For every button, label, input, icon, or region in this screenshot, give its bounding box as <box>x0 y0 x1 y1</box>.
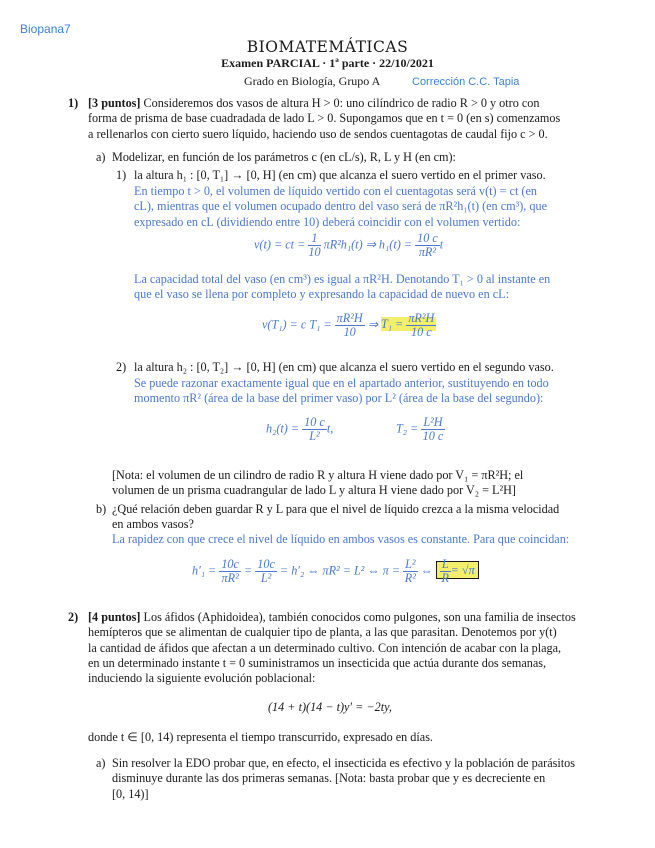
q1-nota: [Nota: el volumen de un cilindro de radio R y altura H viene dado por V₁ = πR²H; el volumen de un prisma cuadrangular de lado L y altura H viene dado por V₂ = L²H] <box>112 468 524 498</box>
equation-relation: h′₁ = $\frac{10c}{\text{πR²}}$ = $\frac{10c}{\text{L²}}$ = h′₂ ⇔ πR² = L² ⇔ π = $\frac{\text{L²}}{\text{R²}}$ ⇔ $\frac{L}{R}$ = √π <box>192 558 479 585</box>
t1-highlight: T₁ = $\frac{\text{πR²H}}{10 c}$ <box>380 311 435 339</box>
brand-label: Biopana7 <box>20 22 71 36</box>
page-title: BIOMATEMÁTICAS <box>246 38 409 56</box>
q1a1-solution-2: La capacidad total del vaso (en cm³) es igual a πR²H. Denotando T₁ > 0 al instante en que el vaso se llena por completo y expresando la capacidad de nuevo en cL: <box>134 272 551 302</box>
q2-equation: (14 + t)(14 − t)y′ = −2ty, <box>268 700 392 714</box>
q2a-label: a) <box>96 756 106 770</box>
q1b-solution: La rapidez con que crece el nivel de líquido en ambos vasos es constante. Para que coincidan: <box>112 532 570 546</box>
q1b-label: b) <box>96 502 107 516</box>
equation-h1: v(t) = ct = $\frac{1}{10}$ πR²h₁(t) ⇒ h₁(t) = $\frac{10 c}{\text{πR²}}$ t <box>254 231 444 259</box>
q1-line-2: forma de prisma de base cuadradada de lado L > 0. Supongamos que en t = 0 (en s) comenzamos <box>88 111 561 126</box>
q2-donde: donde t ∈ [0, 14) representa el tiempo transcurrido, expresado en días. <box>88 730 433 744</box>
q2-points: [4 puntos] <box>88 610 141 624</box>
q1a2-solution: Se puede razonar exactamente igual que en el apartado anterior, sustituyendo en todo momento πR² (área de la base del primer vaso) por L² (área de la base del segundo): <box>134 376 549 406</box>
q1a1-text: la altura h₁ : [0, T₁] → [0, H] (en cm) que alcanza el suero vertido en el primer vaso. <box>134 168 546 182</box>
correccion-label: Corrección C.C. Tapia <box>412 76 520 88</box>
q1-points: [3 puntos] <box>88 96 141 110</box>
equation-t1: v(T₁) = c T₁ = $\frac{\text{πR²H}}{10}$ ⇒ T₁ = $\frac{\text{πR²H}}{10 c}$ <box>262 311 435 339</box>
q1a2-text: la altura h₂ : [0, T₂] → [0, H] (en cm) que alcanza el suero vertido en el segundo vaso. <box>134 360 554 374</box>
q1-statement <box>88 96 608 142</box>
q1a-text: Modelizar, en función de los parámetros c (en cL/s), R, L y H (en cm): <box>112 150 456 164</box>
exam-line: Examen PARCIAL · 1ª parte · 22/10/2021 <box>221 56 434 70</box>
q1a1-label: 1) <box>116 168 127 182</box>
q1a2-label: 2) <box>116 360 127 374</box>
q2-statement: [4 puntos] Los áfidos (Aphidoidea), también conocidos como pulgones, son una familia de insectos hemípteros que se alimentan de cualquier tipo de planta, a las que parasitan. Denotemos por y(t) la cantidad de áfidos que afectan a un determinado cultivo. Con intención de acabar con la plaga, en un determinado instante t = 0 suministramos un insecticida que actúa durante dos semanas, induciendo la siguiente evolución poblacional: <box>88 610 576 686</box>
q1a1-solution: En tiempo t > 0, el volumen de líquido vertido con el cuentagotas será v(t) = ct (en cL), mientras que el volumen ocupado dentro del vaso será de πR²h₁(t) (en cm³), que expresado en cL (dividiendo entre 10) deberá coincidir con el volumen vertido: <box>134 184 547 229</box>
q2a-text: Sin resolver la EDO probar que, en efecto, el insecticida es efectivo y la población de parásitos disminuye durante las dos primeras semanas. [Nota: basta probar que y es decreciente en [0, 14)] <box>112 756 575 801</box>
q1-number: 1) <box>68 96 79 110</box>
q1-line-3: a rellenarlos con cierto suero líquido, haciendo uso de sendos cuentagotas de caudal fijo c > 0. <box>88 126 548 141</box>
q1b-text: ¿Qué relación deben guardar R y L para que el nivel de líquido crezca a la misma velocidad en ambos vasos? <box>112 502 560 532</box>
q1a-label: a) <box>96 150 106 164</box>
grado-line: Grado en Biología, Grupo A <box>244 74 381 88</box>
equation-h2: h₂(t) = $\frac{10 c}{\text{L²}}$ t, <box>266 415 334 443</box>
q1-line-1: Consideremos dos vasos de altura H > 0: uno cilíndrico de radio R > 0 y otro con <box>143 96 540 110</box>
q2-number: 2) <box>68 610 79 624</box>
result-box: $\frac{L}{R}$ = √π <box>436 561 479 579</box>
equation-t2: T₂ = $\frac{\text{L²H}}{10 c}$ <box>396 415 444 443</box>
